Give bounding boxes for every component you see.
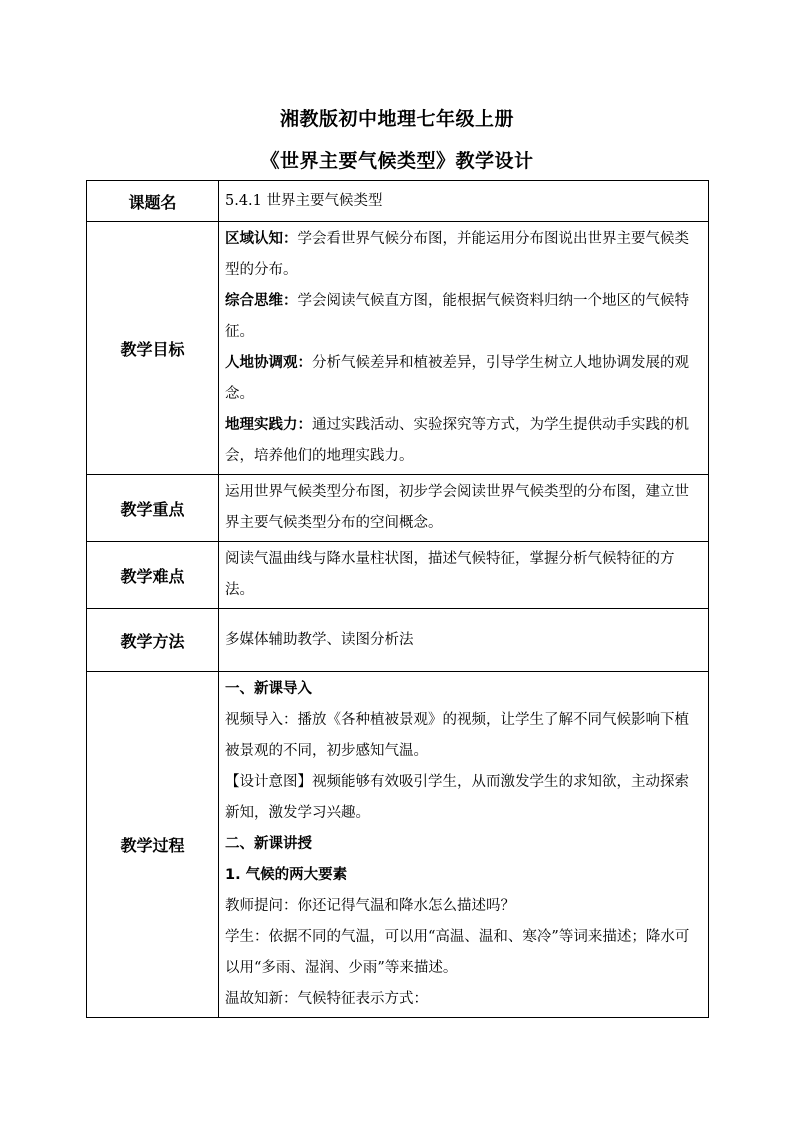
objective-item — [225, 224, 702, 286]
paragraph: 教师提问：你还记得气温和降水怎么描述吗？ — [225, 898, 515, 914]
row-topic — [87, 181, 709, 222]
row-process — [87, 672, 709, 1018]
row-key-points — [87, 475, 709, 542]
lesson-plan-table — [86, 180, 709, 1018]
row-methods — [87, 609, 709, 672]
section-heading: 一、新课导入 — [225, 681, 312, 697]
label-topic: 课题名 — [87, 181, 219, 222]
objective-item — [225, 286, 702, 348]
objective-term: 综合思维： — [225, 293, 298, 309]
label-key-points: 教学重点 — [87, 475, 219, 542]
value-process — [219, 672, 709, 1018]
label-objectives: 教学目标 — [87, 222, 219, 475]
document-title-line1: 湘教版初中地理七年级上册 — [279, 108, 514, 130]
objective-text: 学会阅读气候直方图，能根据气候资料归纳一个地区的气候特征。 — [225, 293, 689, 340]
objective-item — [225, 410, 702, 472]
paragraph: 学生：依据不同的气温，可以用“高温、温和、寒冷”等词来描述；降水可以用“多雨、湿润、少雨”等来描述。 — [225, 929, 690, 976]
value-difficulties: 阅读气温曲线与降水量柱状图，描述气候特征，掌握分析气候特征的方法。 — [219, 542, 709, 609]
objective-text: 分析气候差异和植被差异，引导学生树立人地协调发展的观念。 — [225, 355, 689, 402]
section-heading: 二、新课讲授 — [225, 836, 312, 852]
objective-term: 地理实践力： — [225, 417, 312, 433]
row-difficulties — [87, 542, 709, 609]
label-process: 教学过程 — [87, 672, 219, 1018]
label-difficulties: 教学难点 — [87, 542, 219, 609]
objective-text: 学会看世界气候分布图，并能运用分布图说出世界主要气候类型的分布。 — [225, 231, 689, 278]
paragraph: 视频导入：播放《各种植被景观》的视频，让学生了解不同气候影响下植被景观的不同，初步感知气温。 — [225, 712, 689, 759]
paragraph: 【设计意图】视频能够有效吸引学生，从而激发学生的求知欲，主动探索新知，激发学习兴趣。 — [225, 774, 689, 821]
objective-text: 通过实践活动、实验探究等方式，为学生提供动手实践的机会，培养他们的地理实践力。 — [225, 417, 689, 464]
subsection-heading: 1. 气候的两大要素 — [225, 867, 348, 883]
label-methods: 教学方法 — [87, 609, 219, 672]
document-title-line2: 《世界主要气候类型》教学设计 — [260, 150, 534, 172]
objective-item — [225, 348, 702, 410]
objective-term: 人地协调观： — [225, 355, 312, 371]
row-objectives — [87, 222, 709, 475]
paragraph: 温故知新：气候特征表示方式： — [225, 991, 428, 1007]
value-methods: 多媒体辅助教学、读图分析法 — [219, 609, 709, 672]
objective-term: 区域认知： — [225, 231, 298, 247]
value-objectives — [219, 222, 709, 475]
value-topic: 5.4.1 世界主要气候类型 — [219, 181, 709, 222]
value-key-points: 运用世界气候类型分布图，初步学会阅读世界气候类型的分布图，建立世界主要气候类型分布的空间概念。 — [219, 475, 709, 542]
